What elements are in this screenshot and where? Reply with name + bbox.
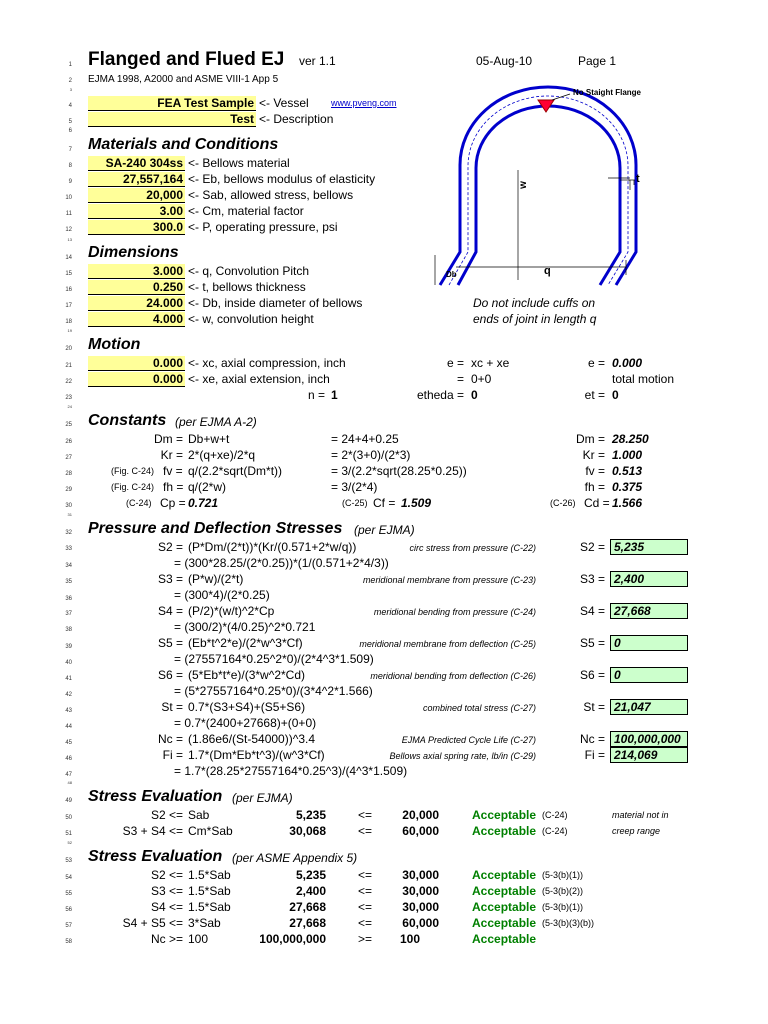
total-motion-label: total motion [612, 372, 675, 386]
q-dimension-label: q [544, 265, 551, 277]
s4-note: meridional bending from pressure (C-24) [373, 607, 536, 617]
fi-note: Bellows axial spring rate, lb/in (C-29) [389, 751, 536, 761]
s2-substitution: = (300*28.25/(2*0.25))*(1/(0.571+2*4/3)) [174, 556, 389, 570]
s6-result-label: S6 = [579, 668, 605, 682]
cf-value: 1.509 [401, 496, 432, 510]
s3-label: S3 = [157, 572, 183, 586]
fi-label: Fi = [162, 748, 183, 762]
nc-note: EJMA Predicted Cycle Life (C-27) [401, 735, 536, 745]
kr-result: 1.000 [612, 448, 643, 462]
eb-label: <- Eb, bellows modulus of elasticity [188, 172, 376, 186]
eval-rhs: 1.5*Sab [188, 884, 231, 898]
fh-result: 0.375 [612, 480, 643, 494]
n-label: n = [307, 388, 325, 402]
e-substitution: 0+0 [471, 372, 492, 386]
s4-label: S4 = [157, 604, 183, 618]
s5-label: S5 = [157, 636, 183, 650]
pressure-heading: Pressure and Deflection Stresses [88, 520, 343, 537]
eval-rhs: Cm*Sab [188, 824, 233, 838]
eval-status: Acceptable [472, 916, 537, 930]
eval-reference: (5-3(b)(2)) [542, 886, 584, 896]
eval-operator: >= [358, 932, 373, 946]
t-dimension-label: t [636, 173, 640, 185]
st-result-label: St = [583, 700, 605, 714]
xe-label: <- xe, axial extension, inch [188, 372, 330, 386]
kr-formula: 2*(q+xe)/2*q [188, 448, 256, 462]
db-input[interactable]: 24.000 [88, 296, 185, 311]
cm-label: <- Cm, material factor [188, 204, 304, 218]
eval-rhs: 1.5*Sab [188, 868, 231, 882]
eval-rhs: 100 [188, 932, 209, 946]
nc-result-label: Nc = [579, 732, 605, 746]
s2-label: S2 = [157, 540, 183, 554]
fi-formula: 1.7*(Dm*Eb*t^3)/(w^3*Cf) [188, 748, 325, 762]
e-sub-eq: = [456, 372, 464, 386]
eval-value: 27,668 [289, 900, 326, 914]
eb-input[interactable]: 27,557,164 [88, 172, 185, 187]
eval-value: 100,000,000 [259, 932, 326, 946]
eval-rhs: Sab [188, 808, 210, 822]
website-link[interactable]: www.pveng.com [331, 98, 397, 108]
eval-lhs: S3 + S4 <= [122, 824, 183, 838]
eval-reference: (C-24) [542, 826, 568, 836]
s6-formula: (5*Eb*t*e)/(3*w^2*Cd) [188, 668, 306, 682]
diagram-note-2: ends of joint in length q [473, 312, 597, 326]
eval-reference: (C-24) [542, 810, 568, 820]
bellows-outer-profile [440, 87, 636, 285]
eval-limit: 100 [400, 932, 421, 946]
s3-formula: (P*w)/(2*t) [188, 572, 244, 586]
s6-label: S6 = [157, 668, 183, 682]
vessel-label: <- Vessel [259, 96, 309, 110]
eval-operator: <= [358, 900, 373, 914]
eval-operator: <= [358, 808, 373, 822]
eval-limit: 30,000 [402, 868, 439, 882]
flange-note: No Staight Flange [573, 88, 641, 97]
etheda-value: 0 [471, 388, 478, 402]
eval-reference: (5-3(b)(1)) [542, 870, 584, 880]
vessel-input[interactable]: FEA Test Sample [88, 96, 256, 111]
st-result: 21,047 [610, 699, 688, 715]
codes-label: EJMA 1998, A2000 and ASME VIII-1 App 5 [88, 74, 279, 85]
eval-operator: <= [358, 824, 373, 838]
eval-operator: <= [358, 916, 373, 930]
sheet-title: Flanged and Flued EJ [88, 49, 285, 70]
xe-input[interactable]: 0.000 [88, 372, 185, 387]
s5-note: meridional membrane from deflection (C-25) [359, 639, 536, 649]
s4-result-label: S4 = [579, 604, 605, 618]
q-input[interactable]: 3.000 [88, 264, 185, 279]
xc-input[interactable]: 0.000 [88, 356, 185, 371]
fi-result: 214,069 [610, 747, 688, 763]
eval-limit: 60,000 [402, 916, 439, 930]
eval-ejma-heading: Stress Evaluation [88, 788, 223, 805]
dm-formula: Db+w+t [188, 432, 230, 446]
dm-label: Dm = [153, 432, 183, 446]
s3-substitution: = (300*4)/(2*0.25) [174, 588, 270, 602]
eval-asme-subtitle: (per ASME Appendix 5) [232, 851, 358, 865]
eval-value: 5,235 [295, 808, 326, 822]
eval-operator: <= [358, 884, 373, 898]
fi-substitution: = 1.7*(28.25*27557164*0.25^3)/(4^3*1.509) [174, 764, 408, 778]
eval-lhs: S2 <= [150, 868, 183, 882]
s5-result: 0 [610, 635, 688, 651]
eval-status: Acceptable [472, 900, 537, 914]
s6-substitution: = (5*27557164*0.25*0)/(3*4^2*1.566) [174, 684, 373, 698]
fv-label: fv = [163, 464, 183, 478]
s3-note: meridional membrane from pressure (C-23) [362, 575, 536, 585]
cp-value: 0.721 [188, 496, 219, 510]
eval-rhs: 1.5*Sab [188, 900, 231, 914]
n-value: 1 [331, 388, 338, 402]
e-formula-label: e = [446, 356, 464, 370]
fv-formula: q/(2.2*sqrt(Dm*t)) [188, 464, 283, 478]
eval-limit: 60,000 [402, 824, 439, 838]
eval-operator: <= [358, 868, 373, 882]
eval-value: 5,235 [295, 868, 326, 882]
fh-reference: (Fig. C-24) [111, 482, 155, 492]
eval-limit: 30,000 [402, 900, 439, 914]
sab-label: <- Sab, allowed stress, bellows [188, 188, 354, 202]
cm-input[interactable]: 3.00 [88, 204, 185, 219]
material-label: <- Bellows material [188, 156, 290, 170]
eval-value: 30,068 [289, 824, 326, 838]
t-input[interactable]: 0.250 [88, 280, 185, 295]
et-label: et = [584, 388, 605, 402]
dm-substitution: = 24+4+0.25 [331, 432, 399, 446]
eval-note: creep range [612, 826, 661, 836]
fi-result-label: Fi = [584, 748, 605, 762]
e-formula: xc + xe [471, 356, 510, 370]
fh-formula: q/(2*w) [188, 480, 227, 494]
st-formula: 0.7*(S3+S4)+(S5+S6) [188, 700, 306, 714]
eval-note: material not in [612, 810, 669, 820]
w-dimension-label: w [517, 181, 529, 189]
w-label: <- w, convolution height [188, 312, 314, 326]
description-input[interactable]: Test [88, 112, 256, 127]
pressure-input[interactable]: 300.0 [88, 220, 185, 235]
q-label: <- q, Convolution Pitch [188, 264, 310, 278]
dm-result-label: Dm = [575, 432, 605, 446]
fv-result: 0.513 [612, 464, 643, 478]
bellows-inner-profile [458, 106, 620, 285]
s6-result: 0 [610, 667, 688, 683]
cf-reference: (C-25) [342, 498, 368, 508]
s5-substitution: = (27557164*0.25^2*0)/(2*4^3*1.509) [174, 652, 374, 666]
s2-formula: (P*Dm/(2*t))*(Kr/(0.571+2*w/q)) [188, 540, 357, 554]
fv-result-label: fv = [585, 464, 605, 478]
xc-label: <- xc, axial compression, inch [188, 356, 346, 370]
cd-value: 1.566 [612, 496, 643, 510]
nc-result: 100,000,000 [610, 731, 688, 747]
eval-value: 27,668 [289, 916, 326, 930]
cp-reference: (C-24) [126, 498, 152, 508]
diagram-note-1: Do not include cuffs on [473, 296, 596, 310]
kr-result-label: Kr = [582, 448, 605, 462]
et-value: 0 [612, 388, 619, 402]
fv-reference: (Fig. C-24) [111, 466, 155, 476]
s4-substitution: = (300/2)*(4/0.25)^2*0.721 [174, 620, 316, 634]
eval-lhs: S3 <= [150, 884, 183, 898]
s3-result: 2,400 [610, 571, 688, 587]
eval-value: 2,400 [295, 884, 326, 898]
eval-status: Acceptable [472, 932, 537, 946]
cd-label: Cd = [584, 496, 610, 510]
fh-substitution: = 3/(2*4) [331, 480, 378, 494]
st-note: combined total stress (C-27) [422, 703, 536, 713]
s2-note: circ stress from pressure (C-22) [409, 543, 536, 553]
constants-subtitle: (per EJMA A-2) [175, 415, 257, 429]
eval-reference: (5-3(b)(3)(b)) [542, 918, 595, 928]
nc-formula: (1.86e6/(St-54000))^3.4 [188, 732, 316, 746]
eval-status: Acceptable [472, 884, 537, 898]
eval-rhs: 3*Sab [188, 916, 221, 930]
s5-formula: (Eb*t^2*e)/(2*w^3*Cf) [188, 636, 303, 650]
db-label: <- Db, inside diameter of bellows [188, 296, 363, 310]
date-label: 05-Aug-10 [476, 54, 533, 68]
eval-limit: 30,000 [402, 884, 439, 898]
eval-status: Acceptable [472, 868, 537, 882]
cf-label: Cf = [373, 496, 396, 510]
s2-result-label: S2 = [579, 540, 605, 554]
kr-substitution: = 2*(3+0)/(2*3) [331, 448, 411, 462]
pressure-subtitle: (per EJMA) [354, 523, 415, 537]
s6-note: meridional bending from deflection (C-26) [370, 671, 536, 681]
page-label: Page 1 [578, 54, 617, 68]
pressure-label: <- P, operating pressure, psi [188, 220, 338, 234]
material-input[interactable]: SA-240 304ss [88, 156, 185, 171]
eval-lhs: Nc >= [150, 932, 183, 946]
motion-heading: Motion [88, 336, 141, 353]
w-input[interactable]: 4.000 [88, 312, 185, 327]
eval-status: Acceptable [472, 824, 537, 838]
cd-reference: (C-26) [550, 498, 576, 508]
fv-substitution: = 3/(2.2*sqrt(28.25*0.25)) [331, 464, 467, 478]
s4-formula: (P/2)*(w/t)^2*Cp [188, 604, 275, 618]
st-substitution: = 0.7*(2400+27668)+(0+0) [174, 716, 317, 730]
eval-lhs: S4 <= [150, 900, 183, 914]
kr-label: Kr = [160, 448, 183, 462]
db-dimension-label: Db [446, 270, 457, 279]
dm-result: 28.250 [612, 432, 649, 446]
constants-heading: Constants [88, 412, 167, 429]
s2-result: 5,235 [610, 539, 688, 555]
eval-limit: 20,000 [402, 808, 439, 822]
materials-heading: Materials and Conditions [88, 136, 279, 153]
cp-label: Cp = [160, 496, 186, 510]
s5-result-label: S5 = [579, 636, 605, 650]
eval-lhs: S2 <= [150, 808, 183, 822]
eval-ejma-subtitle: (per EJMA) [232, 791, 293, 805]
e-result-label: e = [587, 356, 605, 370]
s3-result-label: S3 = [579, 572, 605, 586]
sab-input[interactable]: 20,000 [88, 188, 185, 203]
etheda-label: etheda = [416, 388, 464, 402]
e-result: 0.000 [612, 356, 643, 370]
eval-asme-heading: Stress Evaluation [88, 848, 223, 865]
eval-lhs: S4 + S5 <= [122, 916, 183, 930]
st-label: St = [161, 700, 183, 714]
t-label: <- t, bellows thickness [188, 280, 306, 294]
version-label: ver 1.1 [299, 54, 336, 68]
eval-reference: (5-3(b)(1)) [542, 902, 584, 912]
description-label: <- Description [259, 112, 334, 126]
s4-result: 27,668 [610, 603, 688, 619]
nc-label: Nc = [157, 732, 183, 746]
eval-status: Acceptable [472, 808, 537, 822]
bellows-diagram [430, 80, 650, 290]
fh-result-label: fh = [584, 480, 605, 494]
fh-label: fh = [163, 480, 184, 494]
dimensions-heading: Dimensions [88, 244, 179, 261]
